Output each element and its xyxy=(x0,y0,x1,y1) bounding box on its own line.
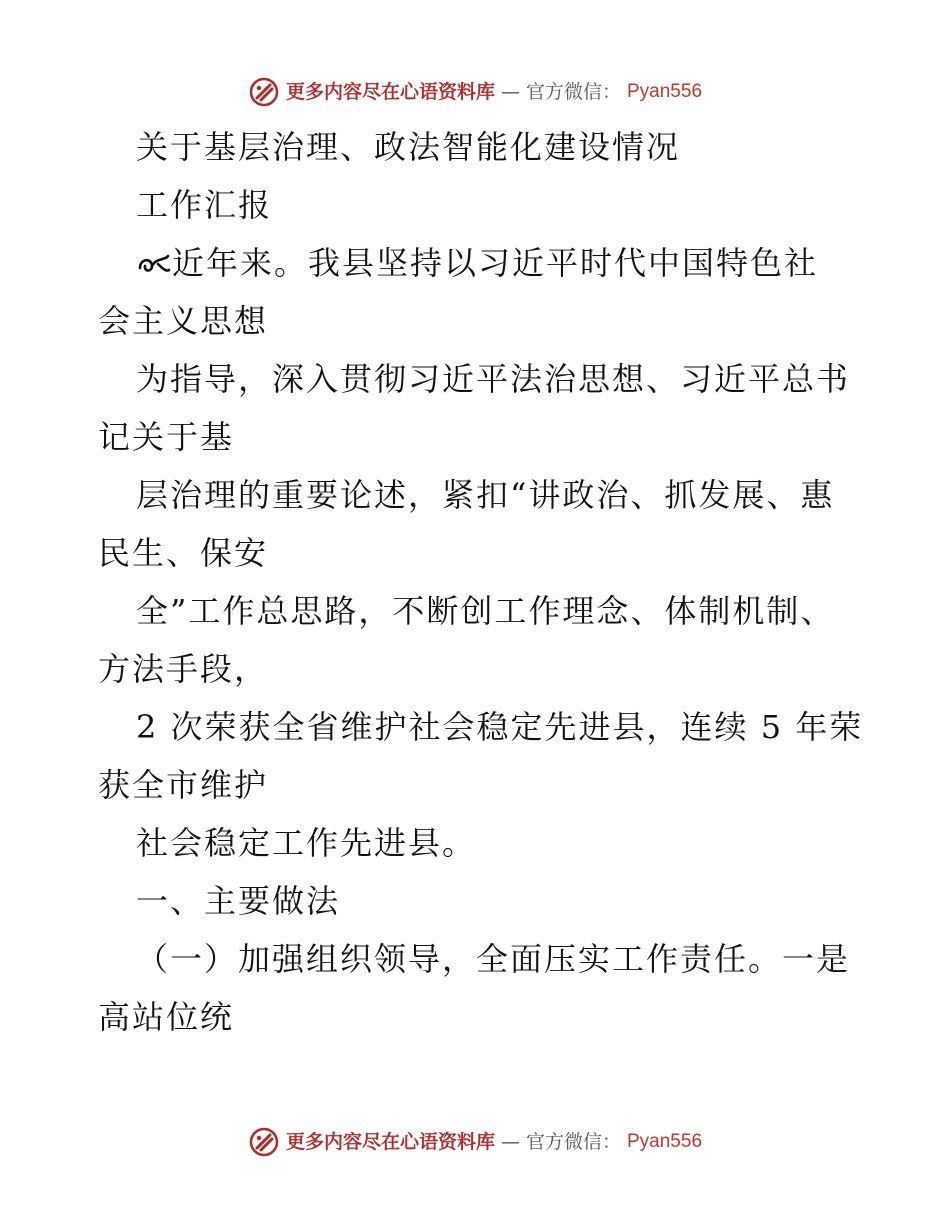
paragraph-line-2: 会主义思想 xyxy=(98,302,269,340)
paragraph-line-7: 全”工作总思路，不断创工作理念、体制机制、 xyxy=(136,592,835,630)
document-title-line-2: 工作汇报 xyxy=(136,186,273,224)
paragraph-line-8: 方法手段， xyxy=(98,650,269,688)
brand-logo-icon xyxy=(248,1126,280,1158)
header-watermark-banner xyxy=(0,76,950,108)
paragraph-line-3: 为指导，深入贯彻习近平法治思想、习近平总书 xyxy=(136,360,851,398)
banner-wechat-label: 官方微信： xyxy=(525,81,621,103)
footer-watermark-banner xyxy=(0,1126,950,1158)
document-body xyxy=(98,118,864,1046)
subsection-line-2: 高站位统 xyxy=(98,998,235,1036)
paragraph-line-11: 社会稳定工作先进县。 xyxy=(136,824,477,862)
banner-account-id: Pyan556 xyxy=(627,81,703,102)
brand-logo-icon xyxy=(248,76,280,108)
paragraph-line-5: 层治理的重要论述，紧扣“讲政治、抓发展、惠 xyxy=(136,476,835,514)
banner-account-id: Pyan556 xyxy=(627,1131,703,1152)
paragraph-line-10: 获全市维护 xyxy=(98,766,269,804)
subsection-line-1: （一）加强组织领导，全面压实工作责任。一是 xyxy=(136,940,851,978)
banner-wechat-label: 官方微信： xyxy=(525,1131,621,1153)
paragraph-line-9: 2 次荣获全省维护社会稳定先进县，连续 5 年荣 xyxy=(136,708,864,746)
section-heading: 一、主要做法 xyxy=(136,882,341,920)
banner-brand-text: 更多内容尽在心语资料库 xyxy=(285,1131,495,1153)
swirl-ornament-icon xyxy=(136,250,172,278)
paragraph-line-1-text: 近年来。我县坚持以习近平时代中国特色社 xyxy=(172,244,819,282)
paragraph-line-6: 民生、保安 xyxy=(98,534,269,572)
banner-brand-text: 更多内容尽在心语资料库 xyxy=(285,81,495,103)
banner-dash: — xyxy=(500,1131,520,1153)
banner-dash: — xyxy=(500,81,520,103)
document-title-line-1: 关于基层治理、政法智能化建设情况 xyxy=(136,128,681,166)
paragraph-line-1 xyxy=(98,234,858,292)
paragraph-line-4: 记关于基 xyxy=(98,418,235,456)
